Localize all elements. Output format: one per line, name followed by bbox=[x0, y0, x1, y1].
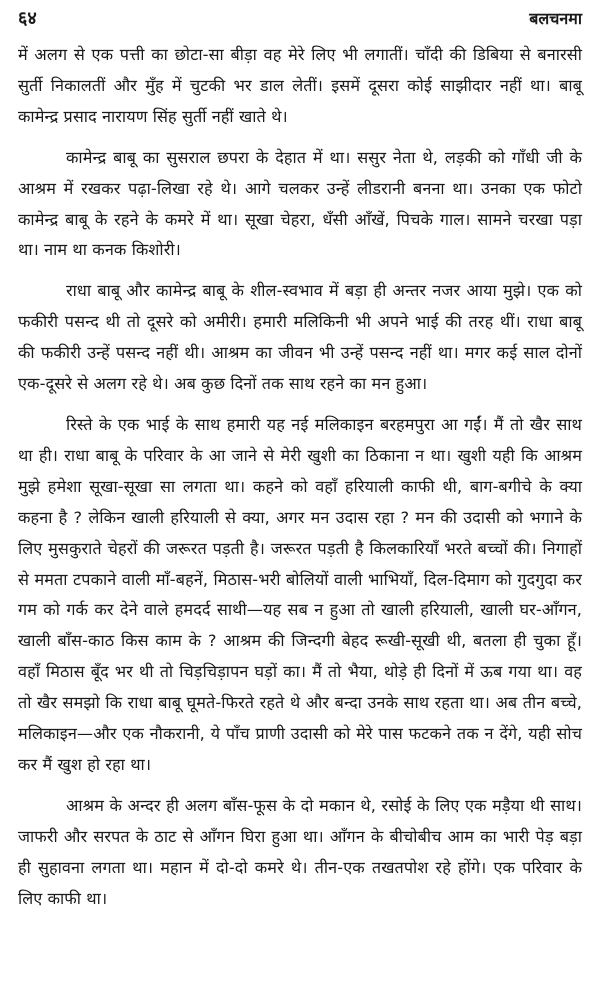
running-title: बलचनमा bbox=[529, 9, 582, 28]
paragraph-5: आश्रम के अन्दर ही अलग बाँस-फूस के दो मकान थे, रसोई के लिए एक मड़ैया थी साथ। जाफरी और सरपत के ठाट से आँगन घिरा हुआ था। आँगन के बीचोबीच आम का भारी पेड़ बड़ा ही सुहावना लगता था। महान में दो-दो कमरे थे। तीन-एक तखतपोश रहे होंगे। एक परिवार के लिए काफी था। bbox=[18, 795, 582, 908]
paragraph-2: कामेन्द्र बाबू का सुसराल छपरा के देहात में था। ससुर नेता थे, लड़की को गाँधी जी के आश्रम में रखकर पढ़ा-लिखा रहे थे। आगे चलकर उन्हें लीडरानी बनना था। उनका एक फोटो कामेन्द्र बाबू के रहने के कमरे में था। सूखा चेहरा, धँसी आँखें, पिचके गाल। सामने चरखा पड़ा था। नाम था कनक किशोरी। bbox=[18, 147, 582, 260]
paragraph-4: रिस्ते के एक भाई के साथ हमारी यह नई मलिकाइन बरहमपुरा आ गईं। मैं तो खैर साथ था ही। राधा बाबू के परिवार के आ जाने से मेरी खुशी का ठिकाना न था। खुशी यही कि आश्रम मुझे हमेशा सूखा-सूखा सा लगता था। कहने को वहाँ हरियाली काफी थी, बाग-बगीचे के क्या कहना है ? लेकिन खाली हरियाली से क्या, अगर मन उदास रहा ? मन की उदासी को भगाने के लिए मुसकुराते चेहरों की जरूरत पड़ती है। जरूरत पड़ती है किलकारियाँ भरते बच्चों की। निगाहों से ममता टपकाने वाली माँ-बहनें, मिठास-भरी बोलियों वाली भाभियाँ, दिल-दिमाग को गुदगुदा कर गम को गर्क कर देने वाले हमदर्द साथी—यह सब न हुआ तो खाली हरियाली, खाली घर-आँगन, खाली बाँस-काठ किस काम के ? आश्रम की जिन्दगी बेहद रूखी-सूखी थी, बतला ही चुका हूँ। वहाँ मिठास बूँद भर थी तो चिड़चिड़ापन घड़ों का। मैं तो भैया, थोड़े ही दिनों में ऊब गया था। वह तो खैर समझो कि राधा बाबू घूमते-फिरते रहते थे और बन्दा उनके साथ रहता था। अब तीन बच्चे, मलिकाइन—और एक नौकरानी, ये पाँच प्राणी उदासी को मेरे पास फटकने तक न देंगे, यही सोच कर मैं खुश हो रहा था। bbox=[18, 414, 582, 774]
paragraph-1: में अलग से एक पत्ती का छोटा-सा बीड़ा वह मेरे लिए भी लगातीं। चाँदी की डिबिया से बनारसी सुर्ती निकालतीं और मुँह में चुटकी भर डाल लेतीं। इसमें दूसरा कोई साझीदार नहीं था। बाबू कामेन्द्र प्रसाद नारायण सिंह सुर्ती नहीं खाते थे। bbox=[18, 45, 582, 126]
body-text bbox=[18, 40, 582, 914]
page-header bbox=[18, 6, 582, 40]
page-number: ६४ bbox=[18, 8, 37, 29]
paragraph-3: राधा बाबू और कामेन्द्र बाबू के शील-स्वभाव में बड़ा ही अन्तर नजर आया मुझे। एक को फकीरी पसन्द थी तो दूसरे को अमीरी। हमारी मलिकिनी भी अपने भाई की तरह थीं। राधा बाबू की फकीरी उन्हें पसन्द नहीं थी। आश्रम का जीवन भी उन्हें पसन्द नहीं था। मगर कई साल दोनों एक-दूसरे से अलग रहे थे। अब कुछ दिनों तक साथ रहने का मन हुआ। bbox=[18, 281, 582, 394]
